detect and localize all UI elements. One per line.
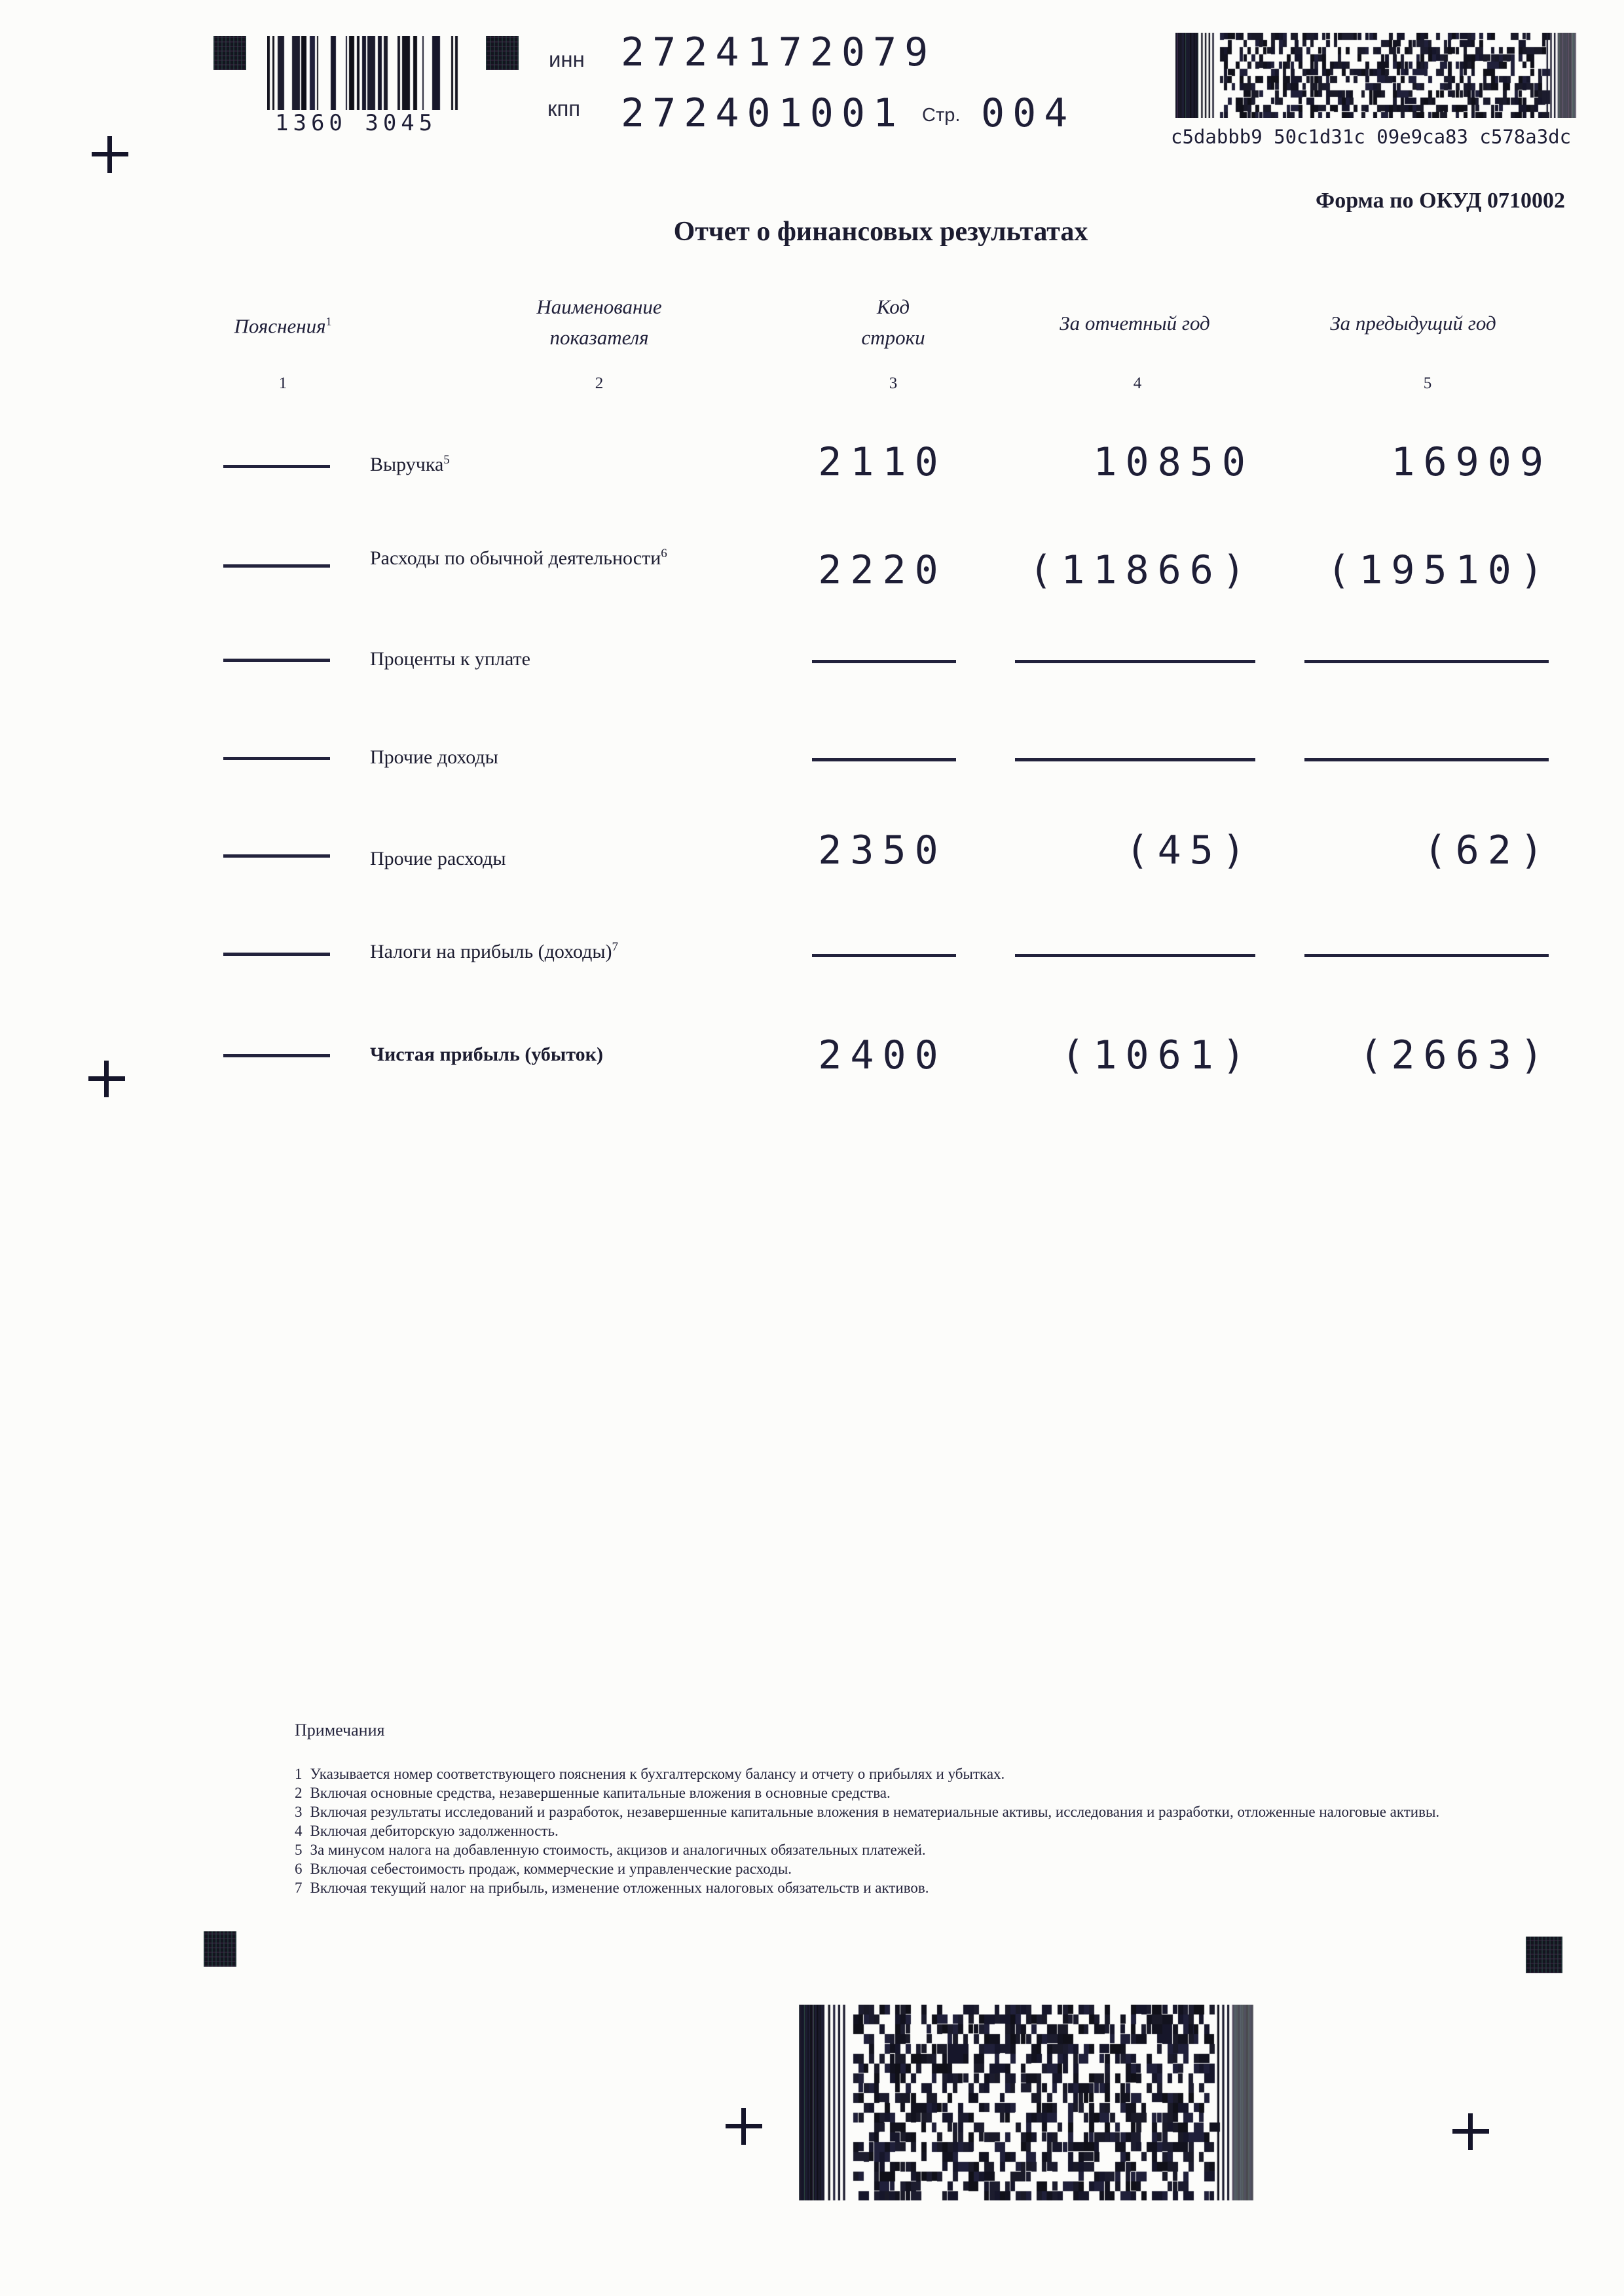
- header-barcode-hash: c5dabbb9 50c1d31c 09e9ca83 c578a3dc: [1171, 126, 1572, 148]
- column-number: 5: [1423, 374, 1432, 392]
- inn-value: 2724172079: [621, 29, 936, 75]
- note-item: 6 Включая себестоимость продаж, коммерческие и управленческие расходы.: [295, 1861, 792, 1877]
- footnote-ref: 1: [325, 315, 332, 328]
- row-label: Выручка$^5$: [370, 453, 450, 475]
- header-2d-barcode: [1175, 33, 1587, 118]
- inn-label: инн: [549, 47, 585, 71]
- page-number-barcode: [267, 36, 458, 110]
- scan-anchor-square: [486, 36, 519, 70]
- note-item: 2 Включая основные средства, незавершенные капитальные вложения в основные средства.: [295, 1785, 891, 1801]
- row-label: Расходы по обычной деятельности$^6$: [370, 547, 667, 569]
- column-header-previous-year: За предыдущий год: [1330, 312, 1496, 335]
- explanation-dash: [223, 953, 330, 956]
- empty-value-line: [812, 954, 956, 957]
- note-item: 3 Включая результаты исследований и разработок, незавершенные капитальные вложения в нематериальные активы, исследования и разработки, отложенные налоговые активы.: [295, 1804, 1440, 1820]
- column-number: 4: [1133, 374, 1142, 392]
- empty-value-line: [812, 660, 956, 663]
- registration-mark-bottom-right: [1452, 2113, 1489, 2150]
- column-header-indicator-name: Наименование показателя: [536, 295, 662, 349]
- scan-anchor-square: [213, 36, 246, 70]
- row-label: Прочие доходы: [370, 746, 498, 768]
- page-number-barcode-text: 1360 3045: [275, 110, 437, 136]
- previous-year-value: 16909: [1391, 439, 1552, 485]
- column-number: 1: [278, 374, 287, 392]
- explanation-dash: [223, 1054, 330, 1057]
- empty-value-line: [1015, 954, 1255, 957]
- row-label: Налоги на прибыль (доходы)$^7$: [370, 940, 619, 962]
- footer-2d-barcode: [799, 2005, 1266, 2200]
- okud-form-label: Форма по ОКУД 0710002: [1316, 189, 1565, 213]
- row-label: Чистая прибыль (убыток): [370, 1044, 603, 1065]
- explanation-dash: [223, 757, 330, 760]
- note-item: 4 Включая дебиторскую задолженность.: [295, 1823, 559, 1839]
- explanation-dash: [223, 659, 330, 662]
- column-header-reporting-year: За отчетный год: [1060, 312, 1210, 335]
- current-year-value: (45): [1125, 828, 1254, 873]
- empty-value-line: [812, 758, 956, 761]
- line-code: 2110: [818, 439, 947, 485]
- column-number: 3: [889, 374, 898, 392]
- current-year-value: (11866): [1029, 547, 1254, 593]
- previous-year-value: (2663): [1359, 1032, 1552, 1078]
- scan-anchor-square: [1526, 1937, 1562, 1973]
- scan-anchor-square: [204, 1931, 236, 1967]
- registration-mark-middle-left: [88, 1061, 125, 1097]
- empty-value-line: [1304, 758, 1549, 761]
- explanation-dash: [223, 854, 330, 858]
- note-item: 5 За минусом налога на добавленную стоимость, акцизов и аналогичных обязательных платежей.: [295, 1842, 926, 1858]
- page-value: 004: [981, 90, 1076, 136]
- line-code: 2220: [818, 547, 947, 593]
- empty-value-line: [1015, 660, 1255, 663]
- explanation-dash: [223, 564, 330, 568]
- page-title: Отчет о финансовых результатах: [673, 217, 1088, 247]
- notes-heading: Примечания: [295, 1721, 385, 1740]
- current-year-value: 10850: [1093, 439, 1254, 485]
- column-number: 2: [595, 374, 604, 392]
- previous-year-value: (62): [1423, 828, 1552, 873]
- note-item: 7 Включая текущий налог на прибыль, изменение отложенных налоговых обязательств и активов.: [295, 1880, 929, 1896]
- current-year-value: (1061): [1061, 1032, 1254, 1078]
- empty-value-line: [1304, 954, 1549, 957]
- empty-value-line: [1015, 758, 1255, 761]
- registration-mark-bottom-left: [726, 2108, 762, 2145]
- row-label: Прочие расходы: [370, 848, 506, 869]
- page-label: Стр.: [922, 105, 961, 126]
- column-header-line-code: Код строки: [861, 295, 925, 349]
- kpp-value: 272401001: [621, 90, 905, 136]
- line-code: 2350: [818, 828, 947, 873]
- line-code: 2400: [818, 1032, 947, 1078]
- row-label: Проценты к уплате: [370, 648, 530, 670]
- previous-year-value: (19510): [1327, 547, 1552, 593]
- notes-section: [295, 1721, 1526, 1897]
- column-header-explanations: Пояснения$^1$: [234, 314, 332, 338]
- kpp-label: кпп: [547, 96, 581, 120]
- empty-value-line: [1304, 660, 1549, 663]
- note-item: 1 Указывается номер соответствующего пояснения к бухгалтерскому балансу и отчету о прибылях и убытках.: [295, 1766, 1005, 1782]
- registration-mark-top-left: [92, 136, 128, 173]
- explanation-dash: [223, 465, 330, 468]
